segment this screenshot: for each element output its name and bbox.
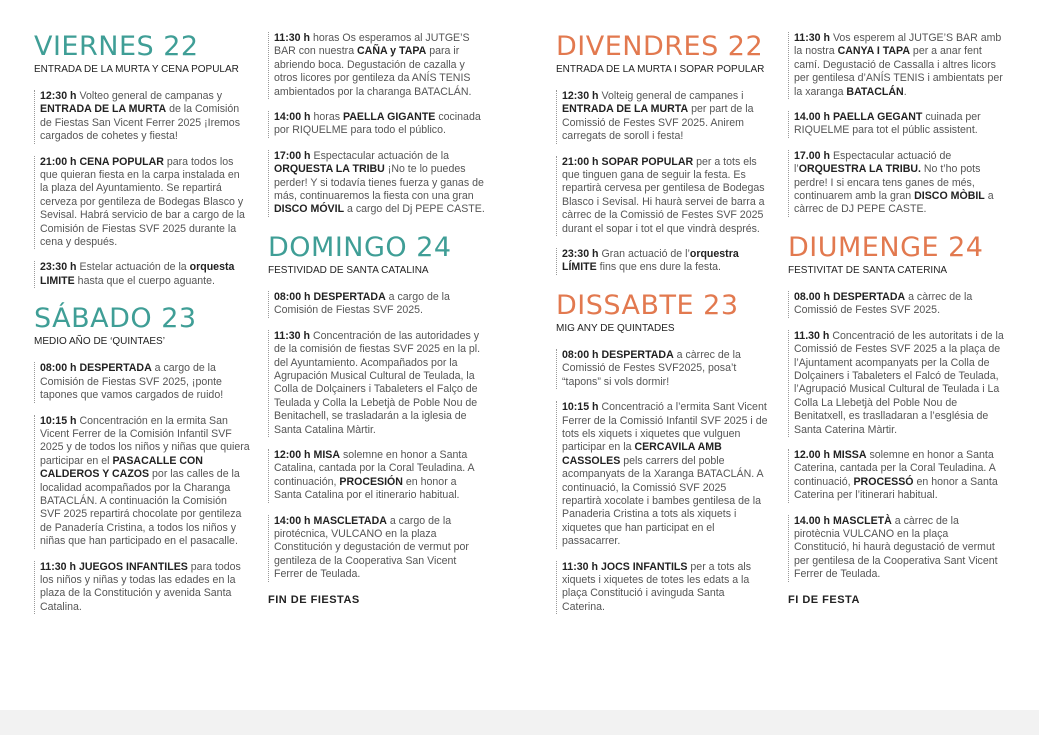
event-item [788, 449, 1006, 503]
column-1 [34, 32, 250, 630]
event-text: a càrrec de DJ PEPE CASTE. [794, 190, 994, 216]
event-time: 21:00 h [562, 155, 599, 168]
event-time: 08:00 h [274, 290, 311, 303]
event-text: de la Comisión de Fiestas San Vicent Ferrer 2025 ¡Iremos cargados de cohetes y fiesta! [40, 103, 240, 143]
event-item [556, 90, 768, 144]
event-item [268, 150, 486, 217]
event-highlight: CENA POPULAR [79, 155, 164, 168]
event-text: a càrrec de la Comissió de Festes SVF2025, posa’t “tapons” si vols dormir! [562, 348, 741, 388]
event-text: para todos los niños y niñas y todas las edades en la plaza de la Constitución y avenida Santa Catalina. [40, 560, 241, 613]
event-text: per a tots els que tinguen gana de seguir la festa. Es repartirà cervesa per gentilesa de Bodegas Blasco i Sevisal. Hi haurà servei de barra a càrrec de la Comissió de Festes SVF 2025 durant el sopar i tot el que vindrà després. [562, 155, 765, 235]
column-4 [788, 32, 1006, 622]
event-time: 08:00 h [562, 348, 599, 361]
event-item [268, 111, 486, 138]
day-subtitle: MIG ANY DE QUINTADES [556, 322, 675, 334]
event-highlight: PAELLA GEGANT [832, 111, 923, 124]
event-text: horas Os esperamos al JUTGE’S BAR con nuestra [274, 32, 470, 58]
event-highlight: CANYA I TAPA [837, 45, 910, 58]
event-item [268, 291, 486, 318]
event-item [34, 561, 250, 615]
day-section [268, 233, 486, 606]
event-highlight: CAÑA y TAPA [357, 45, 427, 58]
event-text: Concentración en la ermita San Vicent Ferrer de la Comisión Infantil SVF 2025 y de todos los niños y niñas que quiera participar en el [40, 414, 250, 467]
event-highlight: PAELLA GIGANTE [342, 111, 436, 124]
event-item [556, 561, 768, 615]
event-time: 14:00 h [274, 111, 311, 124]
event-time: 14.00 h [794, 111, 830, 124]
day-section [34, 32, 250, 288]
event-item [788, 32, 1006, 99]
event-highlight: JUEGOS INFANTILES [78, 560, 188, 573]
event-highlight: DESPERTADA [313, 290, 386, 303]
event-time: 12:30 h [562, 90, 599, 102]
event-text: per a tots als xiquets i xiquetes de totes les edats a la plaça Constitució i avinguda Santa Caterina. [562, 560, 752, 613]
event-time: 17:00 h [274, 149, 311, 162]
event-time: 14.00 h [794, 514, 830, 527]
event-time: 23:30 h [562, 248, 599, 261]
day-section [788, 233, 1006, 606]
event-item [788, 515, 1006, 582]
column-3 [556, 32, 768, 630]
day-title: DIVENDRES 22 [556, 31, 764, 62]
event-text: Gran actuació de l’ [601, 248, 690, 261]
end-of-festival: FI DE FESTA [788, 593, 860, 606]
event-text: en honor a Santa Caterina per l’itinerari habitual. [794, 475, 998, 502]
event-highlight: JOCS INFANTILS [600, 560, 688, 573]
day-section [34, 304, 250, 614]
event-highlight: SOPAR POPULAR [601, 155, 694, 168]
event-text: No t’ho pots perdre! I si encara tens ganes de més, continuarem amb la gran [794, 163, 981, 203]
event-text: Concentración de las autoridades y de la comisión de fiestas SVF 2025 en la pl. del Ayuntamiento. Acompañados por la Agrupación Musical Cultural de Teulada, la Colla de Dolçainers i Tabaleters el Falço de Teulada y Colla la Lebetjà de Poble Nou de Benitachell, se trasladarán a la iglesia de Santa Catalina Màrtir. [274, 329, 481, 436]
event-item [788, 330, 1006, 437]
event-text: en honor a Santa Catalina por el itinerario habitual. [274, 475, 460, 502]
event-text: Volteo general de campanas y [79, 90, 223, 102]
event-time: 08:00 h [40, 362, 77, 375]
event-text: horas [313, 111, 343, 124]
event-time: 23:30 h [40, 261, 77, 274]
day-subtitle: ENTRADA DE LA MURTA I SOPAR POPULAR [556, 64, 765, 75]
event-time: 11:30 h [794, 32, 830, 44]
event-time: 10:15 h [40, 414, 77, 427]
event-item [788, 291, 1006, 318]
event-highlight: MASCLETÀ [832, 514, 892, 527]
day-subtitle: FESTIVIDAD DE SANTA CATALINA [268, 264, 429, 276]
event-highlight: orquestra LÍMITE [562, 248, 739, 274]
event-text: Volteig general de campanes i [601, 90, 744, 102]
day-title: VIERNES 22 [34, 31, 199, 62]
event-item [34, 362, 250, 402]
event-time: 08.00 h [794, 290, 830, 303]
event-highlight: ENTRADA DE LA MURTA [562, 103, 689, 116]
event-text: per part de la Comissió de Festes SVF 2025. Anirem carregats de soroll i festa! [562, 103, 754, 143]
event-highlight: MISSA [832, 448, 867, 461]
event-time: 11:30 h [562, 560, 598, 573]
event-text: per a anar fent camí. Degustació de Cassalla i altres licors per gentilesa d’ANÍS TENIS i ambientats per la xaranga [794, 45, 1003, 98]
event-highlight: PASACALLE CON CALDEROS Y CAZOS [40, 454, 203, 481]
event-text: Vos esperem al JUTGE’S BAR amb la nostra [794, 32, 1002, 58]
event-time: 21:00 h [40, 155, 77, 168]
event-text: Estelar actuación de la [79, 261, 190, 274]
event-item [788, 150, 1006, 217]
event-text: Espectacular actuación de la [313, 149, 449, 162]
column-2 [268, 32, 486, 622]
day-title: DOMINGO 24 [268, 231, 452, 263]
event-text: . [903, 85, 907, 98]
event-time: 10:15 h [562, 401, 599, 414]
event-text: Concentració de les autoritats i de la Comissió de Festes SVF 2025 a la plaça de l’Ajuntament acompanyats per la Colla de Dolçainers i Tabaleters el Falcó de Teulada, l’Agrupació Musical Cultural de Teulada i La Colla La Llebetjà del Poble Nou de Benitatxell, es traslladaran a l’església de Santa Caterina Màrtir. [794, 329, 1004, 436]
event-highlight: DESPERTADA [601, 348, 674, 361]
event-text: a cargo de la pirotécnica, VULCANO en la plaza Constitución y degustación de vermut por gentileza de la Cooperativa San Vicent Ferrer de Teulada. [274, 514, 469, 581]
event-time: 14:00 h [274, 514, 311, 527]
event-item [556, 248, 768, 275]
event-text: cocinada por RIQUELME para todo el público. [274, 111, 481, 137]
event-item [556, 349, 768, 389]
event-time: 12:30 h [40, 90, 77, 102]
event-text: para todos los que quieran fiesta en la carpa instalada en la plaza del Ayuntamiento. Se repartirá cerveza por gentileza de Bodegas Blasco y Sevisal. Habrá servicio de bar a cargo de la Comisión de Fiestas SVF 2025 durante la cena y después. [40, 155, 245, 249]
event-item [788, 111, 1006, 138]
day-section [556, 32, 768, 275]
event-text: solemne en honor a Santa Catalina, cantada por la Coral Teuladina. A continuación, [274, 448, 475, 488]
event-text: por las calles de la localidad acompañados por la Charanga BATACLÁN. A continuación la Comisión SVF 2025 repartirá chocolate por gentileza de Panadería Cristina, a todos los niños y niñas que han participado en el pasacalle. [40, 468, 242, 548]
event-time: 11.30 h [794, 329, 830, 342]
event-time: 11:30 h [274, 32, 310, 44]
event-item [556, 156, 768, 236]
event-text: a cargo de la Comisión de Fiestas SVF 2025, ¡ponte tapones que vamos cargados de ruido! [40, 362, 224, 402]
event-highlight: DESPERTADA [79, 362, 152, 375]
event-text: a càrrec de la Comissió de Festes SVF 2025. [794, 290, 973, 317]
day-section [788, 32, 1006, 217]
event-text: fins que ens dure la festa. [596, 261, 721, 274]
event-time: 12:00 h [274, 448, 311, 461]
end-of-festival: FIN DE FIESTAS [268, 593, 360, 606]
day-title: DISSABTE 23 [556, 289, 739, 321]
day-subtitle: ENTRADA DE LA MURTA Y CENA POPULAR [34, 64, 239, 75]
event-highlight: MASCLETADA [313, 514, 387, 527]
day-title: DIUMENGE 24 [788, 231, 984, 263]
event-highlight: orquesta LIMITE [40, 261, 235, 287]
day-section [556, 291, 768, 614]
event-time: 11:30 h [274, 329, 310, 342]
event-item [268, 515, 486, 582]
event-highlight: PROCESSÓ [853, 475, 914, 488]
event-item [268, 32, 486, 99]
event-highlight: ORQUESTA LA TRIBU [274, 163, 385, 176]
event-time: 11:30 h [40, 560, 76, 573]
event-time: 12.00 h [794, 448, 830, 461]
event-highlight: DISCO MÒBIL [914, 190, 985, 203]
event-text: Concentració a l’ermita Sant Vicent Ferrer de la Comissió Infantil SVF 2025 i de tots els xiquets i xiquetes que vulguen participar en la [562, 401, 768, 454]
event-item [34, 415, 250, 549]
event-text: pels carrers del poble acompanyats de la Xaranga BATACLÁN. A continuació, la Comissió SVF 2025 repartirà xocolate i bambes gentilesa de la Panaderia Cristina a tots als xiquets i xiquetes que han participat en el passacarrer. [562, 454, 764, 548]
event-item [268, 449, 486, 503]
event-text: ¡No te lo puedes perder! Y si todavía tienes fuerza y ganas de más, continuaremos la fiesta con una gran [274, 163, 484, 203]
event-highlight: PROCESIÓN [339, 475, 403, 488]
event-highlight: ORQUESTRA LA TRIBU. [798, 163, 921, 176]
event-item [34, 90, 250, 144]
event-text: a cargo de la Comisión de Fiestas SVF 2025. [274, 290, 450, 317]
event-text: a càrrec de la pirotècnia VULCANO en la plaça Constitució, hi haurà degustació de vermut per gentilesa de la Cooperativa Sant Vicent Ferrer de Teulada. [794, 514, 998, 581]
event-highlight: DISCO MÓVIL [274, 203, 345, 216]
event-text: hasta que el cuerpo aguante. [74, 274, 215, 287]
event-highlight: CERCAVILA AMB CASSOLES [562, 441, 722, 467]
event-item [556, 401, 768, 548]
event-text: cuinada per RIQUELME para tot el públic assistent. [794, 111, 981, 137]
event-item [34, 156, 250, 250]
day-section [268, 32, 486, 217]
event-text: Espectacular actuació de l’ [794, 149, 952, 176]
event-time: 17.00 h [794, 149, 830, 162]
event-highlight: MISA [313, 448, 340, 461]
event-text: para ir abriendo boca. Degustación de cazalla y otros licores por gentileza da ANÍS TENIS ambientados por la charanga BATACLÁN. [274, 45, 472, 98]
page-bottom-fold [0, 710, 1039, 735]
event-highlight: DESPERTADA [832, 290, 906, 303]
event-text: a cargo del Dj PEPE CASTE. [344, 203, 485, 216]
day-title: SÁBADO 23 [34, 303, 197, 335]
event-highlight: BATACLÁN [846, 85, 904, 98]
day-subtitle: MEDIO AÑO DE ‘QUINTAES’ [34, 336, 165, 348]
event-item [268, 330, 486, 437]
event-highlight: ENTRADA DE LA MURTA [40, 103, 167, 116]
event-text: solemne en honor a Santa Caterina, cantada per la Coral Teuladina. A continuació, [794, 448, 996, 488]
day-subtitle: FESTIVITAT DE SANTA CATERINA [788, 264, 948, 276]
event-item [34, 261, 250, 288]
